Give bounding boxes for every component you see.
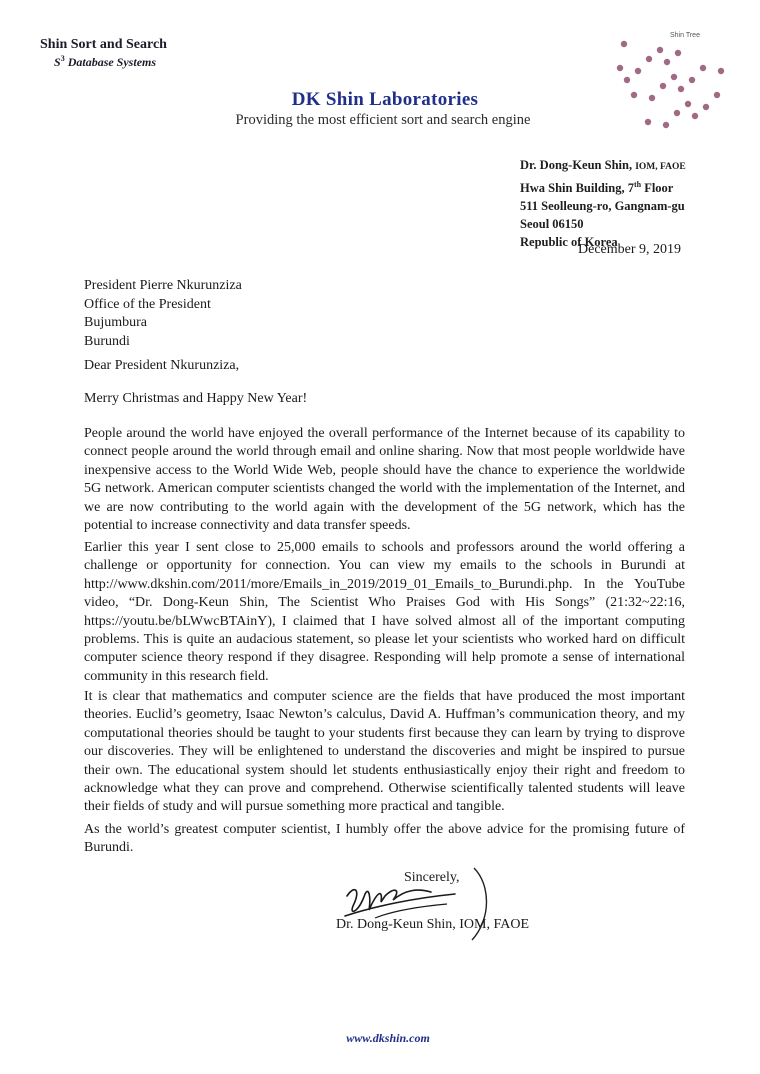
sender-country: Republic of Korea [520, 235, 618, 250]
logo-dot-lattice [617, 41, 724, 128]
company-subtitle-text: Database Systems [67, 55, 157, 69]
shin-tree-logo-icon [612, 28, 742, 132]
logo-dot [675, 50, 681, 56]
company-subtitle [54, 54, 156, 70]
logo-dot [689, 77, 695, 83]
salutation: Dear President Nkurunziza, [84, 358, 240, 373]
company-subtitle-prefix: S [54, 55, 61, 69]
recipient-address [84, 277, 242, 351]
logo-dot [645, 119, 651, 125]
greeting: Merry Christmas and Happy New Year! [84, 391, 308, 406]
logo-dot [657, 47, 663, 53]
sender-honors: IOM, FAOE [635, 162, 686, 172]
sender-street: 511 Seolleung-ro, Gangnam-gu [520, 199, 685, 214]
sender-building-sup: th [633, 180, 642, 189]
sender-building: Hwa Shin Building, 7 [520, 181, 634, 196]
logo-dot [703, 104, 709, 110]
sender-name: Dr. Dong-Keun Shin, [520, 158, 633, 172]
logo-label: Shin Tree [670, 32, 700, 39]
logo-dot [678, 86, 684, 92]
logo-dot [624, 77, 630, 83]
sender-name-line [520, 156, 686, 176]
logo-dot [674, 110, 680, 116]
logo-dot [700, 65, 706, 71]
lab-tagline: Providing the most efficient sort and search engine [235, 112, 531, 128]
recipient-line-2: Office of the President [84, 296, 211, 312]
sender-building-line [520, 176, 686, 197]
logo-dot [631, 92, 637, 98]
logo-dot [663, 122, 669, 128]
lab-title: DK Shin Laboratories [291, 89, 479, 110]
recipient-line-4: Burundi [84, 333, 130, 349]
sender-city: Seoul 06150 [520, 217, 584, 232]
letter-date: December 9, 2019 [578, 242, 682, 257]
logo-dot [660, 83, 666, 89]
logo-dot [664, 59, 670, 65]
sender-building-suffix: Floor [641, 181, 674, 196]
company-name: Shin Sort and Search [40, 37, 167, 52]
body-paragraph-2: Earlier this year I sent close to 25,000 emails to schools and professors around the world offering a challenge or opportunity for connection. You can view my emails to the schools in Burundi at http://www.dkshin.com/2011/more/Emails_in_2019/2019_01_Emails_to_Burundi.php. In the YouTube video, “Dr. Dong-Keun Shin, The Scientist Who Praises God with His Songs” (21:32~22:16, https://youtu.be/bLWwcBTAinY), I claimed that I have solved almost all of the important computing problems. This is quite an audacious statement, so please let your scientists who worked hard on difficult computer science theory respond if they disagree. Responding will help promote a sense of international community in this research field. [84, 540, 685, 684]
logo-dot [649, 95, 655, 101]
logo-dot [714, 92, 720, 98]
logo-dot [621, 41, 627, 47]
sender-address [520, 156, 686, 251]
logo-dot [685, 101, 691, 107]
recipient-line-3: Bujumbura [84, 315, 147, 330]
recipient-line-1: President Pierre Nkurunziza [84, 278, 242, 293]
logo-dot [692, 113, 698, 119]
logo-dot [646, 56, 652, 62]
body-paragraph-3: It is clear that mathematics and computer science are the fields that have produced the most important theories. Euclid’s geometry, Isaac Newton’s calculus, David A. Huffman’s communication theory, and my computational theories should be taught to your students first because they can learn by trying to disprove our discoveries. They will be enlightened to understand the discoveries and might be inspired to pursue their own. The educational system should let students enthusiastically enjoy their right and freedom to acknowledge what they can prove and comprehend. Otherwise scientifically talented students will leave their fields of study and will pursue something more practical and tangible. [84, 689, 685, 815]
body-paragraph-1: People around the world have enjoyed the overall performance of the Internet because of its capability to connect people around the world through email and online sharing. Now that most people worldwide have inexpensive access to the World Wide Web, people should have the chance to experience the worldwide 5G network. American computer scientists changed the world with the implementation of the Internet, and we are now contributing to the world again with the development of the 5G network, which has the potential to increase connectivity and data transfer speeds. [84, 426, 685, 534]
logo-dot [718, 68, 724, 74]
logo-dot [671, 74, 677, 80]
logo-dot [617, 65, 623, 71]
signer-name: Dr. Dong-Keun Shin, IOM, FAOE [336, 917, 530, 932]
company-subtitle-sup: 3 [60, 54, 65, 63]
logo-dot [635, 68, 641, 74]
body-paragraph-4: As the world’s greatest computer scientist, I humbly offer the above advice for the promising future of Burundi. [84, 822, 685, 856]
footer-url: www.dkshin.com [346, 1031, 430, 1045]
closing: Sincerely, [404, 870, 460, 885]
